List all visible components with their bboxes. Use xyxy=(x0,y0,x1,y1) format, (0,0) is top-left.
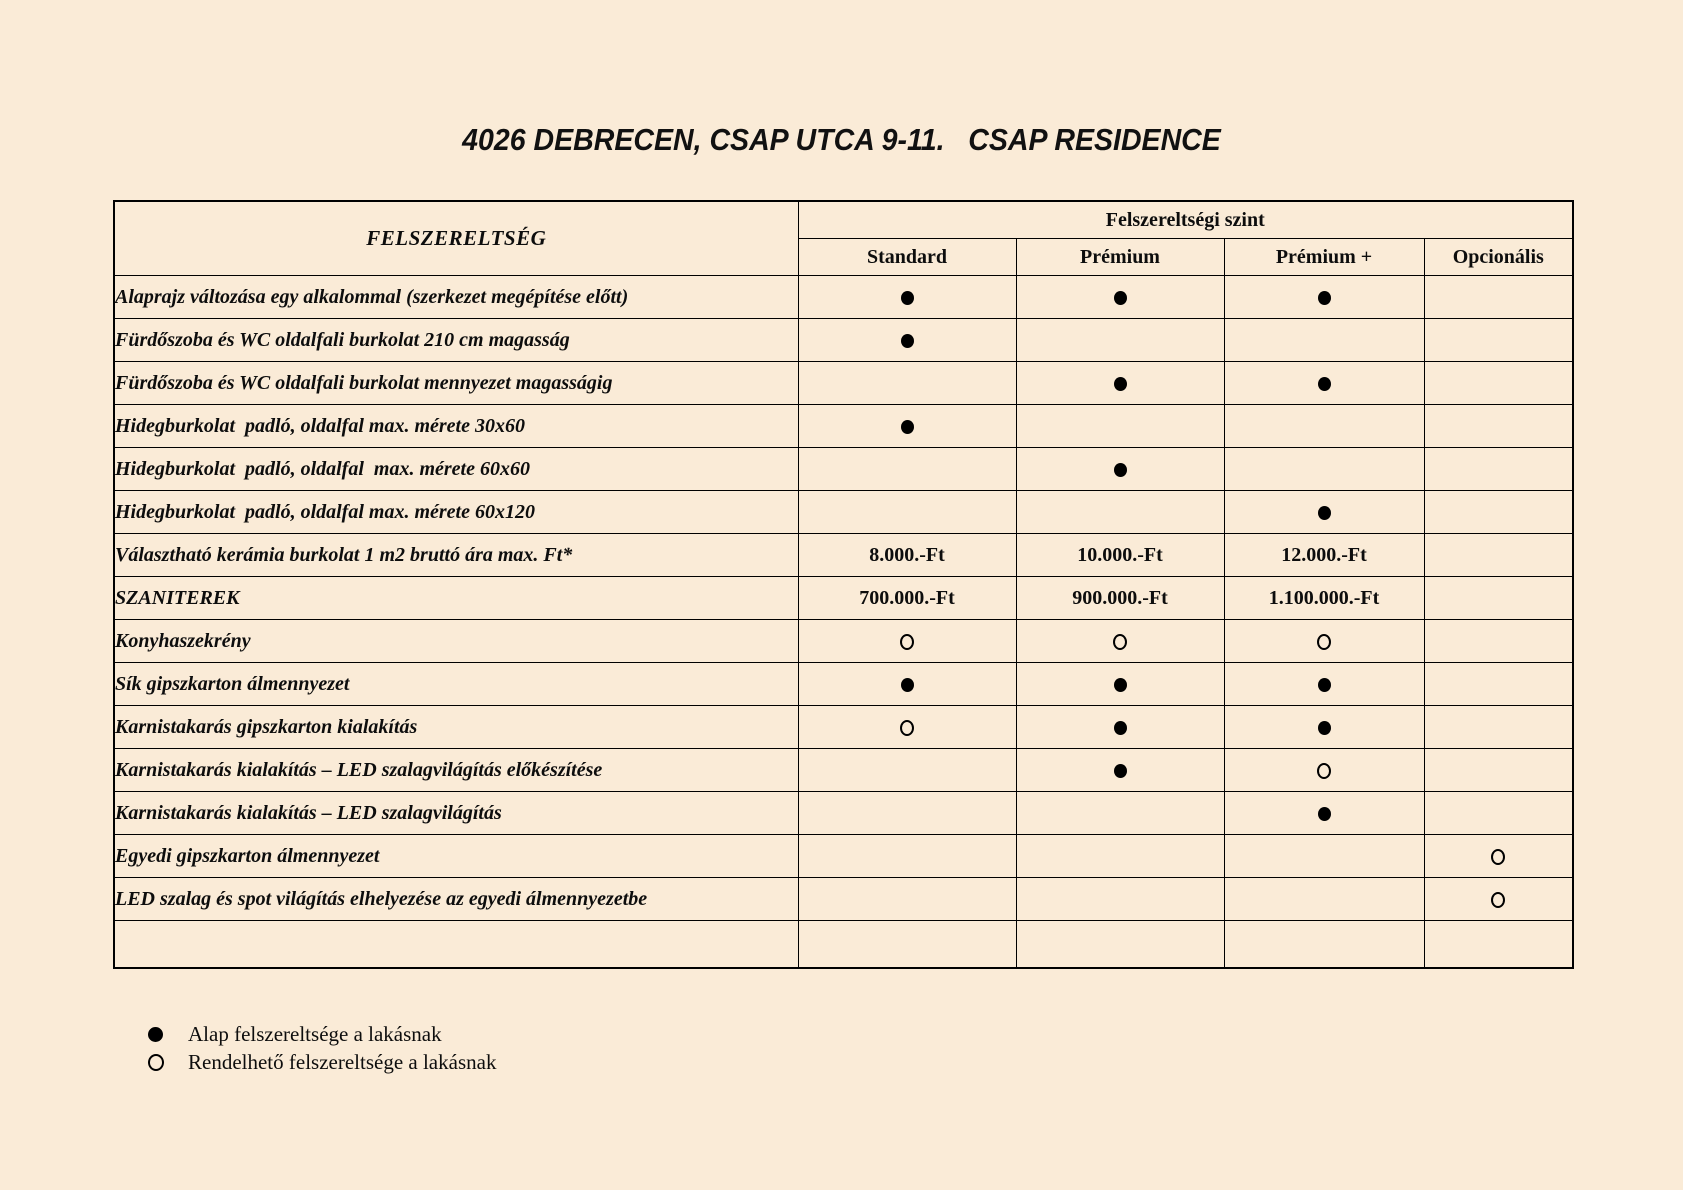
open-circle-icon xyxy=(900,720,914,736)
filled-dot-icon xyxy=(901,678,914,692)
mark-cell xyxy=(1016,663,1224,706)
filled-dot-icon xyxy=(1318,807,1331,821)
mark-cell xyxy=(798,878,1016,921)
mark-cell xyxy=(1424,405,1573,448)
filled-dot-icon xyxy=(1318,678,1331,692)
mark-cell xyxy=(1016,620,1224,663)
filled-dot-icon-legend xyxy=(148,1027,163,1042)
mark-cell xyxy=(798,448,1016,491)
filled-dot-icon xyxy=(901,291,914,305)
filled-dot-icon xyxy=(1318,291,1331,305)
filled-dot-icon xyxy=(901,334,914,348)
mark-cell xyxy=(1224,706,1424,749)
row-label: Sík gipszkarton álmennyezet xyxy=(114,663,798,706)
table-row xyxy=(114,620,1573,663)
mark-cell xyxy=(1016,921,1224,968)
open-circle-icon xyxy=(1491,892,1505,908)
page-title: 4026 DEBRECEN, CSAP UTCA 9-11. CSAP RESIDENCE xyxy=(462,122,1221,157)
mark-cell xyxy=(1016,362,1224,405)
mark-cell xyxy=(798,921,1016,968)
mark-cell xyxy=(1016,448,1224,491)
open-circle-icon xyxy=(1113,634,1127,650)
row-label: Karnistakarás kialakítás – LED szalagvilágítás előkészítése xyxy=(114,749,798,792)
row-label xyxy=(114,921,798,968)
table-body xyxy=(114,276,1573,968)
table-row xyxy=(114,878,1573,921)
row-label: Fürdőszoba és WC oldalfali burkolat mennyezet magasságig xyxy=(114,362,798,405)
equipment-table xyxy=(113,200,1574,969)
filled-dot-icon xyxy=(1114,764,1127,778)
mark-cell xyxy=(1224,921,1424,968)
table-row xyxy=(114,577,1573,620)
mark-cell xyxy=(798,620,1016,663)
row-label: Karnistakarás gipszkarton kialakítás xyxy=(114,706,798,749)
legend-marker xyxy=(148,1027,188,1042)
mark-cell xyxy=(798,835,1016,878)
mark-cell xyxy=(1424,534,1573,577)
filled-dot-icon xyxy=(1114,721,1127,735)
table-row xyxy=(114,921,1573,968)
mark-cell xyxy=(1424,620,1573,663)
table-row xyxy=(114,534,1573,577)
legend-marker xyxy=(148,1054,188,1071)
mark-cell xyxy=(1016,749,1224,792)
mark-cell xyxy=(1224,491,1424,534)
mark-cell xyxy=(1016,792,1224,835)
filled-dot-icon xyxy=(1318,506,1331,520)
mark-cell xyxy=(1224,362,1424,405)
table-row xyxy=(114,276,1573,319)
table-row xyxy=(114,792,1573,835)
mark-cell xyxy=(798,663,1016,706)
column-header-premium-plus: Prémium + xyxy=(1224,239,1424,276)
legend-item xyxy=(148,1020,496,1048)
price-cell: 8.000.-Ft xyxy=(798,534,1016,577)
mark-cell xyxy=(1224,405,1424,448)
table-row xyxy=(114,405,1573,448)
mark-cell xyxy=(1424,706,1573,749)
row-label: LED szalag és spot világítás elhelyezése az egyedi álmennyezetbe xyxy=(114,878,798,921)
mark-cell xyxy=(1424,792,1573,835)
row-label: Fürdőszoba és WC oldalfali burkolat 210 cm magasság xyxy=(114,319,798,362)
row-label: Karnistakarás kialakítás – LED szalagvilágítás xyxy=(114,792,798,835)
mark-cell xyxy=(1016,835,1224,878)
table-header xyxy=(114,201,1573,276)
column-header-premium: Prémium xyxy=(1016,239,1224,276)
table-row xyxy=(114,448,1573,491)
legend xyxy=(148,1020,496,1076)
row-label: Hidegburkolat padló, oldalfal max. mérete 60x120 xyxy=(114,491,798,534)
row-label: SZANITEREK xyxy=(114,577,798,620)
price-cell: 900.000.-Ft xyxy=(1016,577,1224,620)
mark-cell xyxy=(798,749,1016,792)
row-label: Hidegburkolat padló, oldalfal max. mérete 30x60 xyxy=(114,405,798,448)
mark-cell xyxy=(1424,835,1573,878)
mark-cell xyxy=(1424,491,1573,534)
filled-dot-icon xyxy=(901,420,914,434)
legend-item xyxy=(148,1048,496,1076)
mark-cell xyxy=(1016,491,1224,534)
table-row xyxy=(114,835,1573,878)
column-header-opcionalis: Opcionális xyxy=(1424,239,1573,276)
table-row xyxy=(114,319,1573,362)
column-header-standard: Standard xyxy=(798,239,1016,276)
mark-cell xyxy=(1224,620,1424,663)
mark-cell xyxy=(1224,319,1424,362)
filled-dot-icon xyxy=(1318,721,1331,735)
mark-cell xyxy=(1224,792,1424,835)
mark-cell xyxy=(1424,362,1573,405)
row-label: Alaprajz változása egy alkalommal (szerkezet megépítése előtt) xyxy=(114,276,798,319)
mark-cell xyxy=(798,405,1016,448)
price-cell: 700.000.-Ft xyxy=(798,577,1016,620)
mark-cell xyxy=(798,362,1016,405)
filled-dot-icon xyxy=(1114,291,1127,305)
table-row xyxy=(114,663,1573,706)
column-group-header: Felszereltségi szint xyxy=(798,201,1573,239)
mark-cell xyxy=(1224,663,1424,706)
table-row xyxy=(114,749,1573,792)
mark-cell xyxy=(1424,878,1573,921)
open-circle-icon xyxy=(900,634,914,650)
mark-cell xyxy=(1224,276,1424,319)
filled-dot-icon xyxy=(1114,377,1127,391)
mark-cell xyxy=(798,706,1016,749)
mark-cell xyxy=(798,792,1016,835)
price-cell: 1.100.000.-Ft xyxy=(1224,577,1424,620)
mark-cell xyxy=(1224,749,1424,792)
row-label: Hidegburkolat padló, oldalfal max. mérete 60x60 xyxy=(114,448,798,491)
mark-cell xyxy=(1224,835,1424,878)
legend-text: Rendelhető felszereltsége a lakásnak xyxy=(188,1049,497,1074)
open-circle-icon xyxy=(1317,634,1331,650)
price-cell: 12.000.-Ft xyxy=(1224,534,1424,577)
mark-cell xyxy=(1424,276,1573,319)
mark-cell xyxy=(1424,749,1573,792)
filled-dot-icon xyxy=(1114,678,1127,692)
table-row xyxy=(114,491,1573,534)
mark-cell xyxy=(1224,878,1424,921)
mark-cell xyxy=(1424,663,1573,706)
mark-cell xyxy=(1424,577,1573,620)
mark-cell xyxy=(798,276,1016,319)
mark-cell xyxy=(1424,921,1573,968)
mark-cell xyxy=(1016,706,1224,749)
row-label: Választható kerámia burkolat 1 m2 bruttó ára max. Ft* xyxy=(114,534,798,577)
row-label: Egyedi gipszkarton álmennyezet xyxy=(114,835,798,878)
table-row xyxy=(114,706,1573,749)
mark-cell xyxy=(1424,448,1573,491)
mark-cell xyxy=(1424,319,1573,362)
open-circle-icon-legend xyxy=(148,1054,164,1071)
mark-cell xyxy=(1224,448,1424,491)
column-header-felszereltseg: FELSZERELTSÉG xyxy=(114,201,798,276)
filled-dot-icon xyxy=(1114,463,1127,477)
price-cell: 10.000.-Ft xyxy=(1016,534,1224,577)
row-label: Konyhaszekrény xyxy=(114,620,798,663)
legend-text: Alap felszereltsége a lakásnak xyxy=(188,1021,442,1046)
mark-cell xyxy=(1016,319,1224,362)
mark-cell xyxy=(798,319,1016,362)
mark-cell xyxy=(1016,405,1224,448)
open-circle-icon xyxy=(1491,849,1505,865)
table-row xyxy=(114,362,1573,405)
filled-dot-icon xyxy=(1318,377,1331,391)
mark-cell xyxy=(1016,276,1224,319)
mark-cell xyxy=(798,491,1016,534)
mark-cell xyxy=(1016,878,1224,921)
open-circle-icon xyxy=(1317,763,1331,779)
